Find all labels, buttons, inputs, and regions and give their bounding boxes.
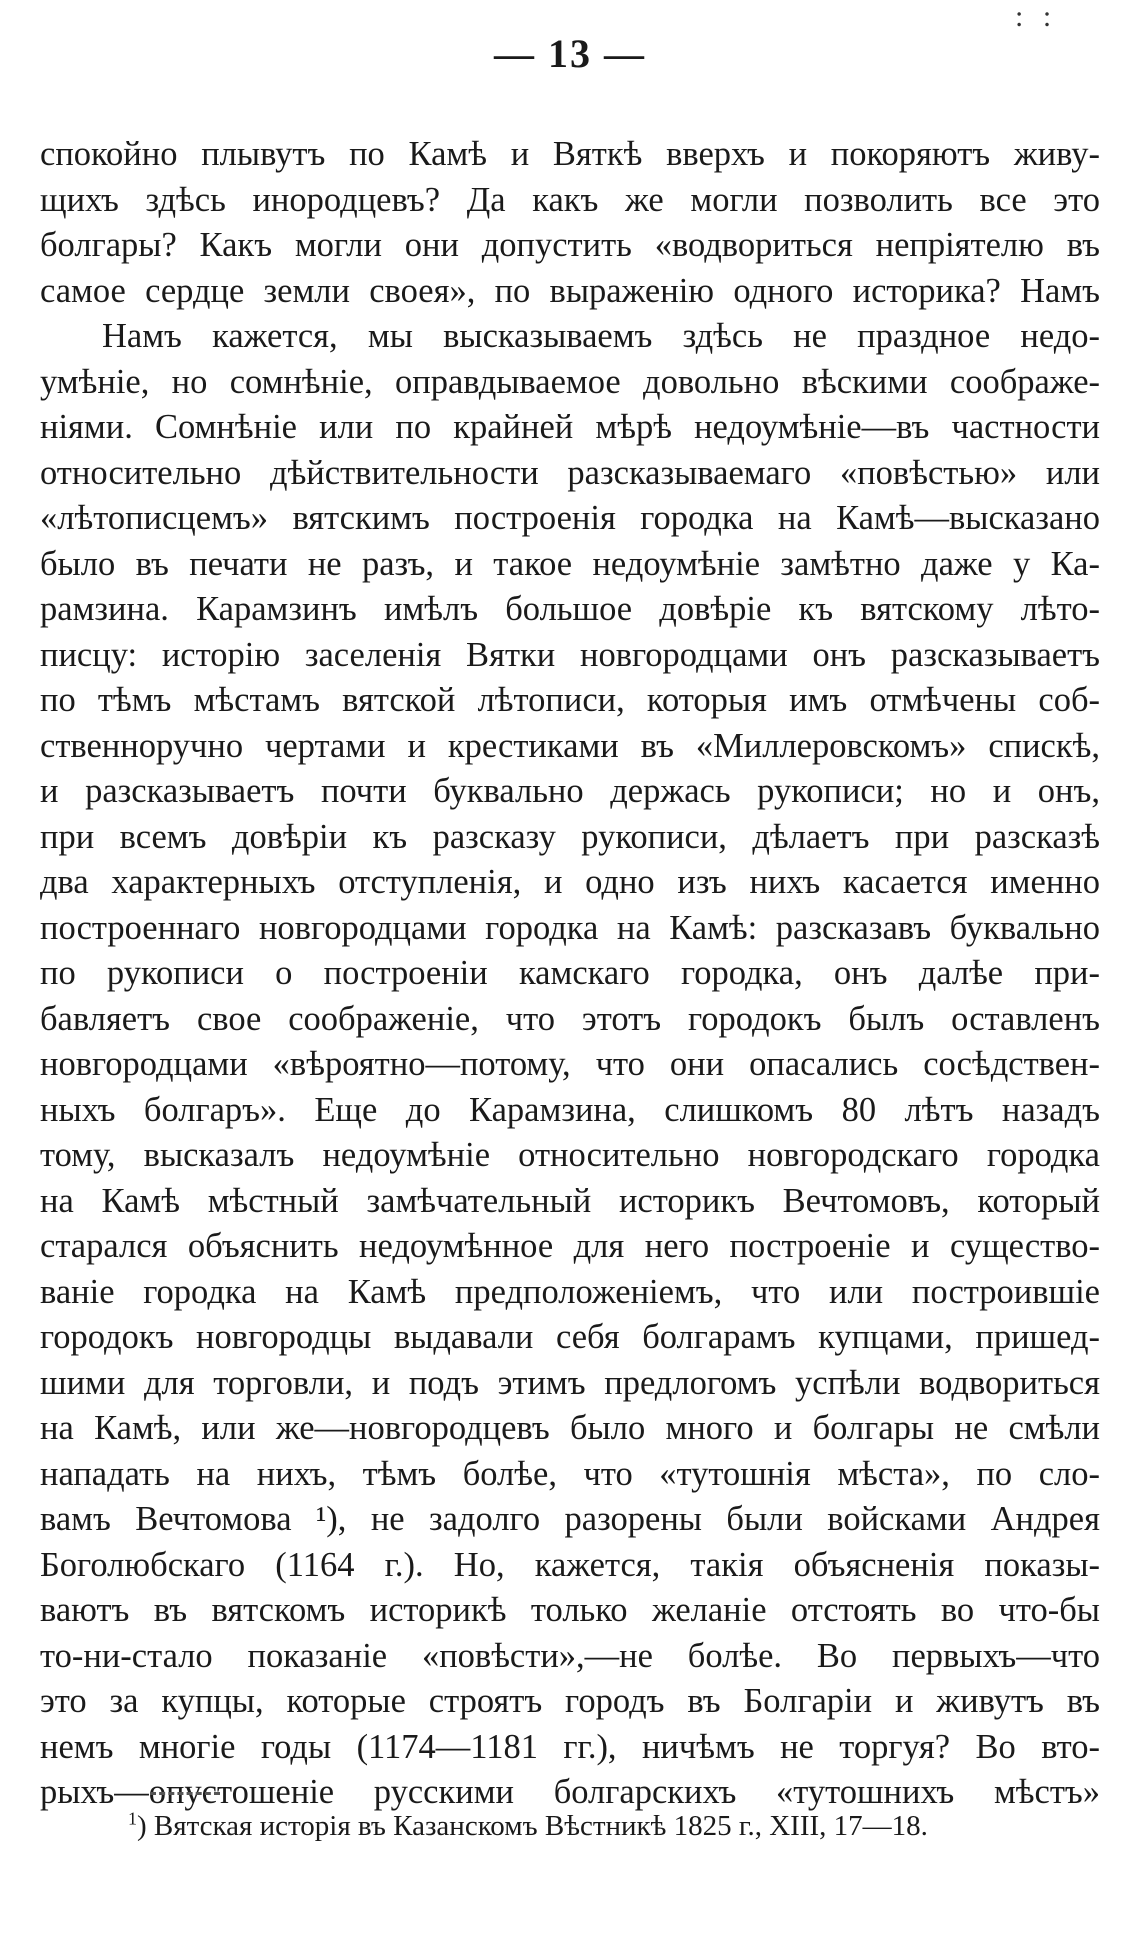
text-line: щихъ здѣсь инородцевъ? Да какъ же могли позволить все это (40, 180, 1100, 219)
text-line: новгородцами «вѣроятно—потому, что они опасались сосѣдствен- (40, 1045, 1100, 1083)
footnote (128, 1806, 928, 1846)
text-line: шими для торговли, и подъ этимъ предлогомъ успѣли водвориться (40, 1363, 1100, 1402)
corner-marks: : : (1015, 0, 1058, 33)
text-line: умѣніе, но сомнѣніе, оправдываемое довольно вѣскими соображе- (40, 362, 1100, 401)
text-line: рыхъ—опустошеніе русскими болгарскихъ «тутошнихъ мѣстъ» (40, 1773, 1100, 1811)
text-line: самое сердце земли своея», по выраженію одного историка? Намъ (40, 271, 1100, 310)
text-line: на Камѣ, или же—новгородцевъ было много и болгары не смѣли (40, 1409, 1100, 1447)
text-line: болгары? Какъ могли они допустить «водвориться непріятелю въ (40, 226, 1100, 264)
text-line: то-ни-стало показаніе «повѣсти»,—не болѣе. Во первыхъ—что (40, 1636, 1100, 1675)
text-line: рамзина. Карамзинъ имѣлъ большое довѣріе къ вятскому лѣто- (40, 590, 1100, 628)
text-line: и разсказываетъ почти буквально держась рукописи; но и онъ, (40, 772, 1100, 810)
footnote-text: ) Вятская исторія въ Казанскомъ Вѣстникѣ 1825 г., XIII, 17—18. (137, 1810, 928, 1842)
footnote-divider (150, 1792, 220, 1795)
text-line: ваютъ въ вятскомъ историкѣ только желаніе отстоять во что-бы (40, 1591, 1100, 1629)
text-line: ніями. Сомнѣніе или по крайней мѣрѣ недоумѣніе—въ частности (40, 408, 1100, 446)
text-line: построеннаго новгородцами городка на Камѣ: разсказавъ буквально (40, 908, 1100, 947)
page-number: — 13 — (494, 31, 646, 76)
text-line: городокъ новгородцы выдавали себя болгарамъ купцами, пришед- (40, 1318, 1100, 1356)
text-line: два характерныхъ отступленія, и одно изъ нихъ касается именно (40, 863, 1100, 901)
body-text (40, 132, 1100, 1816)
text-line: Намъ кажется, мы высказываемъ здѣсь не праздное недо- (102, 317, 1100, 355)
text-line: спокойно плывутъ по Камѣ и Вяткѣ вверхъ и покоряютъ живу- (40, 135, 1100, 173)
text-line: это за купцы, которые строятъ городъ въ Болгаріи и живутъ въ (40, 1682, 1100, 1720)
text-line: по рукописи о построеніи камскаго городка, онъ далѣе при- (40, 954, 1100, 992)
text-line: бавляетъ свое соображеніе, что этотъ городокъ былъ оставленъ (40, 999, 1100, 1038)
text-line: на Камѣ мѣстный замѣчательный историкъ Вечтомовъ, который (40, 1181, 1100, 1220)
text-line: ныхъ болгаръ». Еще до Карамзина, слишкомъ 80 лѣтъ назадъ (40, 1090, 1100, 1129)
text-line: было въ печати не разъ, и такое недоумѣніе замѣтно даже у Ка- (40, 544, 1100, 583)
text-line: старался объяснить недоумѣнное для него построеніе и существо- (40, 1227, 1100, 1265)
text-line: вамъ Вечтомова ¹), не задолго разорены были войсками Андрея (40, 1500, 1100, 1538)
text-line: Боголюбскаго (1164 г.). Но, кажется, такія объясненія показы- (40, 1545, 1100, 1584)
text-line: при всемъ довѣріи къ разсказу рукописи, дѣлаетъ при разсказѣ (40, 817, 1100, 856)
text-line: по тѣмъ мѣстамъ вятской лѣтописи, которыя имъ отмѣчены соб- (40, 681, 1100, 719)
text-line: ственноручно чертами и крестиками въ «Миллеровскомъ» спискѣ, (40, 726, 1100, 765)
text-line: относительно дѣйствительности разсказываемаго «повѣстью» или (40, 453, 1100, 492)
text-line: писцу: исторію заселенія Вятки новгородцами онъ разсказываетъ (40, 635, 1100, 674)
text-line: немъ многіе годы (1174—1181 гг.), ничѣмъ не торгуя? Во вто- (40, 1727, 1100, 1766)
text-line: тому, высказалъ недоумѣніе относительно новгородскаго городка (40, 1136, 1100, 1174)
text-line: ваніе городка на Камѣ предположеніемъ, что или построившіе (40, 1272, 1100, 1311)
footnote-marker: 1 (128, 1808, 137, 1829)
text-line: «лѣтописцемъ» вятскимъ построенія городка на Камѣ—высказано (40, 499, 1100, 537)
text-line: нападать на нихъ, тѣмъ болѣе, что «тутошнія мѣста», по сло- (40, 1454, 1100, 1493)
